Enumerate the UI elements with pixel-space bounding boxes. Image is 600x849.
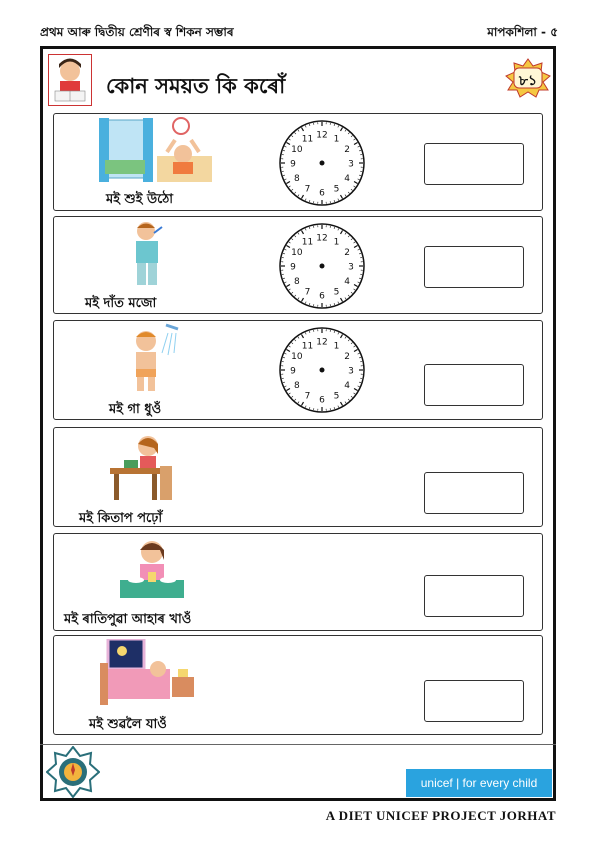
reading-kid-illustration	[48, 54, 92, 106]
bathing-picture	[122, 323, 182, 395]
activity-row-2	[53, 216, 543, 314]
clock-number: 4	[344, 277, 350, 287]
time-answer-box[interactable]	[424, 575, 524, 617]
project-credit: A DIET UNICEF PROJECT JORHAT	[325, 808, 556, 823]
activity-label: মই কিতাপ পঢ়োঁ	[79, 511, 163, 526]
clock-number: 2	[344, 248, 350, 258]
worksheet-number: মাপকশিলা - ৫	[487, 25, 558, 39]
clock-number: 2	[344, 352, 350, 362]
clock-number: 5	[333, 287, 340, 298]
clock-center-dot	[320, 368, 325, 373]
clock-number: 10	[291, 248, 303, 258]
clock-number: 5	[333, 391, 340, 402]
clock-number: 8	[294, 277, 300, 287]
clock-number: 8	[294, 174, 300, 184]
reading-picture	[106, 432, 176, 502]
clock-number: 10	[291, 352, 303, 362]
activity-label: মই দাঁত মজো	[85, 296, 157, 311]
waking-up-picture	[99, 116, 214, 188]
clock-number: 6	[319, 395, 325, 406]
activity-label: মই ৰাতিপুৱা আহাৰ খাওঁ	[64, 612, 192, 627]
clock-face	[278, 326, 366, 414]
clock-number: 6	[319, 188, 325, 199]
clock-face	[278, 119, 366, 207]
clock-number: 10	[291, 145, 303, 155]
clock-number: 9	[290, 159, 296, 170]
clock-center-dot	[320, 161, 325, 166]
clock-center-dot	[320, 264, 325, 269]
page-number: ৮১	[518, 73, 538, 89]
clock-number: 3	[348, 159, 354, 170]
clock-number: 11	[301, 134, 314, 145]
clock-number: 9	[290, 262, 296, 273]
activity-row-5	[53, 533, 543, 631]
time-answer-box[interactable]	[424, 472, 524, 514]
clock-number: 1	[333, 237, 340, 248]
clock-number: 2	[344, 145, 350, 155]
time-answer-box[interactable]	[424, 364, 524, 406]
clock-number: 4	[344, 174, 350, 184]
activity-row-3	[53, 320, 543, 420]
diet-emblem-logo	[46, 746, 100, 798]
series-title: প্ৰথম আৰু দ্বিতীয় শ্ৰেণীৰ স্ব শিকন সম্ভাৰ	[40, 25, 234, 39]
clock-number: 7	[304, 184, 311, 195]
clock-number: 4	[344, 381, 350, 391]
activity-row-4	[53, 427, 543, 527]
time-answer-box[interactable]	[424, 246, 524, 288]
clock-number: 6	[319, 291, 325, 302]
footer-divider	[40, 744, 556, 745]
clock-number: 11	[301, 237, 314, 248]
page-title: কোন সময়ত কি কৰোঁ	[106, 74, 286, 98]
clock-number: 5	[333, 184, 340, 195]
clock-number: 1	[333, 134, 340, 145]
clock-number: 12	[316, 130, 328, 141]
page-number-badge	[504, 58, 552, 98]
clock-number: 12	[316, 337, 328, 348]
clock-number: 8	[294, 381, 300, 391]
clock-face	[278, 222, 366, 310]
activity-label: মই শুৱলৈ যাওঁ	[89, 717, 167, 732]
clock-number: 11	[301, 341, 314, 352]
time-answer-box[interactable]	[424, 143, 524, 185]
clock-number: 9	[290, 366, 296, 377]
clock-number: 7	[304, 287, 311, 298]
unicef-banner: unicef | for every child	[406, 769, 552, 797]
activity-row-6	[53, 635, 543, 735]
brushing-teeth-picture	[128, 219, 168, 291]
activity-label: মই শুই উঠো	[106, 192, 174, 207]
clock-number: 3	[348, 262, 354, 273]
activity-label: মই গা ধুওঁ	[109, 402, 162, 417]
eating-picture	[118, 536, 186, 602]
clock-number: 7	[304, 391, 311, 402]
clock-number: 12	[316, 233, 328, 244]
activity-row-1	[53, 113, 543, 211]
time-answer-box[interactable]	[424, 680, 524, 722]
clock-number: 1	[333, 341, 340, 352]
sleeping-picture	[100, 639, 196, 709]
clock-number: 3	[348, 366, 354, 377]
